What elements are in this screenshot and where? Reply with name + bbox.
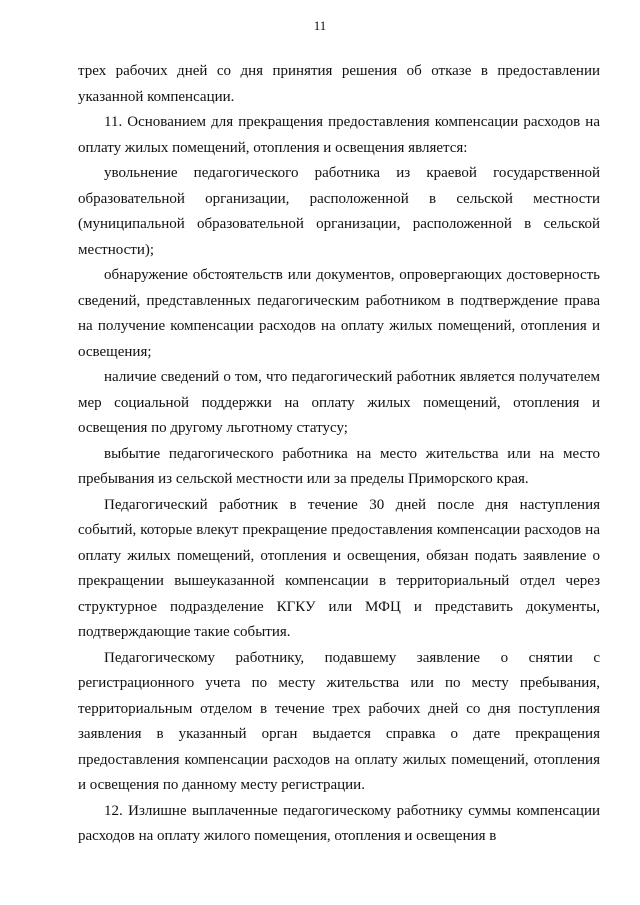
- page-number: 11: [313, 18, 327, 33]
- paragraph-item-11: 11. Основанием для прекращения предоставления компенсации расходов на оплату жилых помещений, отопления и освещения является:: [78, 114, 600, 156]
- paragraph-other-support: наличие сведений о том, что педагогический работник является получателем мер социальной поддержки на оплату жилых помещений, отопления и освещения по другому льготному статусу;: [78, 369, 600, 436]
- paragraph-item-12: 12. Излишне выплаченные педагогическому работнику суммы компенсации расходов на оплату жилого помещения, отопления и освещения в: [78, 802, 600, 844]
- paragraph-deregistration: Педагогическому работнику, подавшему заявление о снятии с регистрационного учета по месту жительства или по месту пребывания, территориальным отделом в течение трех рабочих дней со дня поступления заявления в указанный орган выдается справка о дате прекращения предоставления компенсации расходов на оплату жилых помещений, отопления и освещения по данному месту регистрации.: [78, 649, 600, 793]
- document-body: [78, 59, 600, 850]
- paragraph-discovery: обнаружение обстоятельств или документов, опровергающих достоверность сведений, представленных педагогическим работником в подтверждение права на получение компенсации расходов на оплату жилых помещений, отопления и освещения;: [78, 267, 600, 360]
- paragraph-30-days: Педагогический работник в течение 30 дней после дня наступления событий, которые влекут прекращение предоставления компенсации расходов на оплату жилых помещений, отопления и освещения, обязан подать заявление о прекращении вышеуказанной компенсации в территориальный отдел через структурное подразделение КГКУ или МФЦ и представить документы, подтверждающие такие события.: [78, 496, 600, 640]
- paragraph-dismissal: увольнение педагогического работника из краевой государственной образовательной организации, расположенной в сельской местности (муниципальной образовательной организации, расположенной в сельской местности);: [78, 165, 600, 258]
- paragraph-continuation: трех рабочих дней со дня принятия решения об отказе в предоставлении указанной компенсации.: [78, 63, 600, 105]
- paragraph-relocation: выбытие педагогического работника на место жительства или на место пребывания из сельской местности или за пределы Приморского края.: [78, 445, 600, 487]
